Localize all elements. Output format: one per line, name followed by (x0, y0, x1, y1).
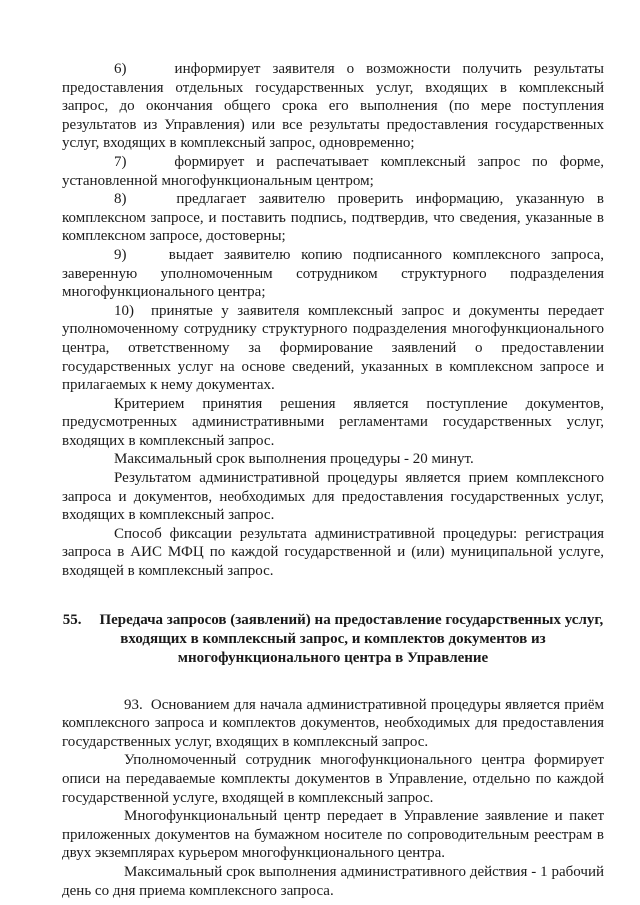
document-page (62, 60, 604, 900)
section-number: 55. (62, 611, 82, 628)
officer-paragraph: Уполномоченный сотрудник многофункционального центра формирует описи на передаваемые комплекты документов в Управление, отдельно по каждой государственной услуге, входящей в комплексный запрос. (62, 752, 604, 806)
result-paragraph: Результатом административной процедуры является прием комплексного запроса и документов, необходимых для предоставления государственных услуг, входящих в комплексный запрос. (62, 470, 604, 524)
list-item-7: 7) формирует и распечатывает комплексный запрос по форме, установленной многофункциональным центром; (62, 153, 604, 189)
max-time-2-paragraph: Максимальный срок выполнения административного действия - 1 рабочий день со дня приема комплексного запроса. (62, 863, 604, 899)
list-item-9: 9) выдает заявителю копию подписанного комплексного запроса, заверенную уполномоченным сотрудником структурного подразделения многофункционального центра; (62, 246, 604, 301)
max-time-paragraph: Максимальный срок выполнения процедуры - 20 минут. (114, 451, 474, 468)
list-item-6: 6) информирует заявителя о возможности получить результаты предоставления отдельных государственных услуг, входящих в комплексный запрос, до окончания общего срока его выполнения (по мере поступления результатов из Управления) или все результаты предоставления государственных услуг, входящих в комплексный запрос, одновременно; (62, 61, 604, 152)
fixation-paragraph: Способ фиксации результата административной процедуры: регистрация запроса в АИС МФЦ по каждой государственной и (или) муниципальной услуге, входящей в комплексный запрос. (62, 525, 604, 580)
paragraph-93: 93. Основанием для начала административной процедуры является приём комплексного запроса и комплектов документов, необходимых для предоставления государственных услуг, входящих в комплексный запрос. (62, 696, 604, 750)
list-item-10: 10) принятые у заявителя комплексный запрос и документы передает уполномоченному сотруднику структурного подразделения многофункционального центра, ответственному за формирование заявлений о предоставлении государственных услуг на основе сведений, указанных в комплексном запросе и прилагаемых к нему документах. (62, 302, 604, 394)
section-title: Передача запросов (заявлений) на предоставление государственных услуг, входящих в комплексный запрос, и комплектов документов из многофункционального центра в Управление (99, 611, 604, 666)
list-item-8: 8) предлагает заявителю проверить информацию, указанную в комплексном запросе, и поставить подпись, подтвердив, что сведения, указанные в комплексном запросе, достоверны; (62, 191, 604, 245)
section-heading (62, 611, 604, 668)
criterion-paragraph: Критерием принятия решения является поступление документов, предусмотренных административными регламентами государственных услуг, входящих в комплексный запрос. (62, 395, 604, 449)
transfer-paragraph: Многофункциональный центр передает в Управление заявление и пакет приложенных документов на бумажном носителе по сопроводительным реестрам в двух экземплярах курьером многофункционального центра. (62, 808, 604, 862)
